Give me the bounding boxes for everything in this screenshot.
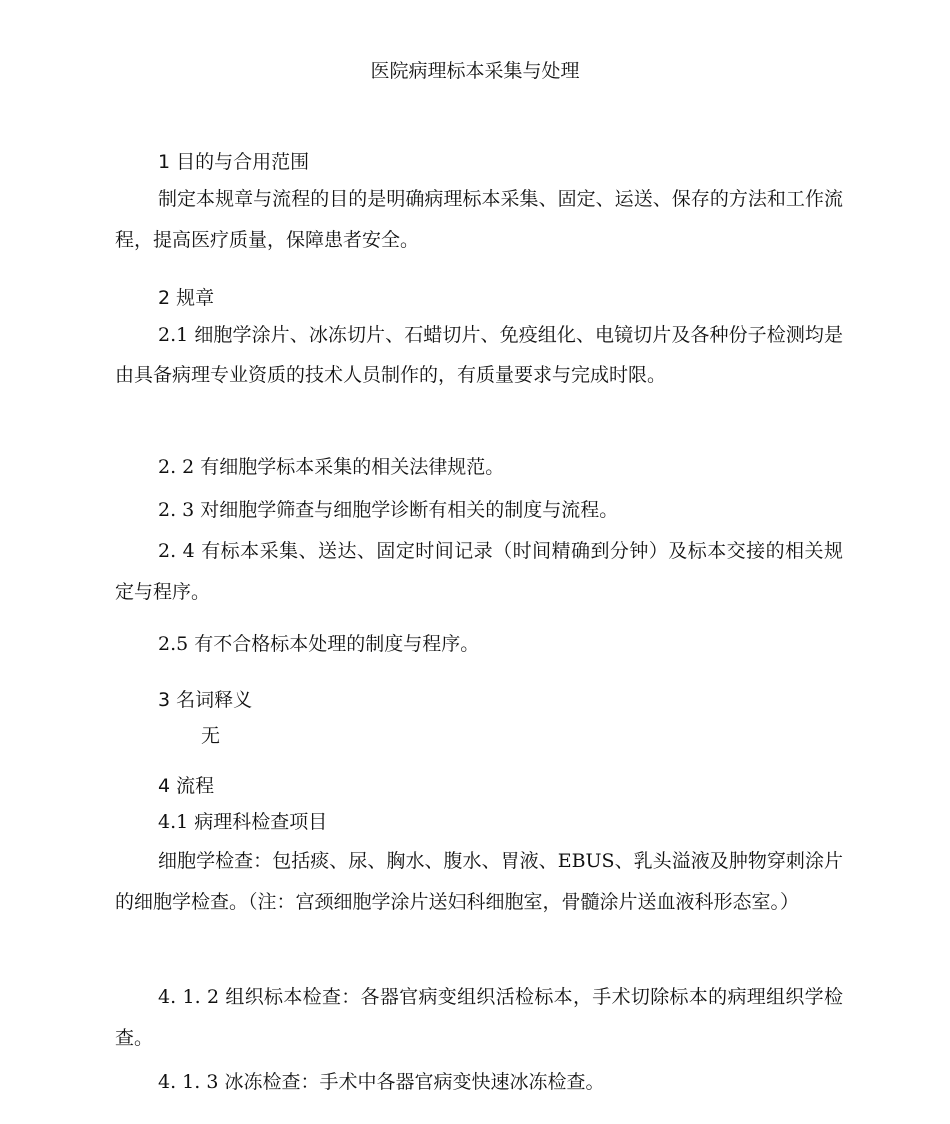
- subheading-4-1: 4.1 病理科检查项目: [158, 811, 328, 833]
- paragraph-frozen-exam: 4. 1. 3 冰冻检查：手术中各器官病变快速冰冻检查。: [158, 1071, 605, 1093]
- section-heading-purpose: 1 目的与合用范围: [158, 151, 310, 173]
- paragraph-tissue-exam: 4. 1. 2 组织标本检查：各器官病变组织活检标本，手术切除标本的病理组织学检查。: [115, 986, 843, 1049]
- paragraph-rule-2-2: 2. 2 有细胞学标本采集的相关法律规范。: [158, 456, 505, 478]
- paragraph-definitions-none: 无: [201, 725, 221, 747]
- paragraph-purpose: 制定本规章与流程的目的是明确病理标本采集、固定、运送、保存的方法和工作流程，提高医疗质量，保障患者安全。: [115, 188, 843, 251]
- section-heading-definitions: 3 名词释义: [158, 689, 253, 711]
- paragraph-rule-2-4: 2. 4 有标本采集、送达、固定时间记录（时间精确到分钟）及标本交接的相关规定与程序。: [115, 540, 843, 603]
- paragraph-rule-2-5: 2.5 有不合格标本处理的制度与程序。: [158, 633, 480, 655]
- section-heading-rules: 2 规章: [158, 287, 215, 309]
- paragraph-rule-2-3: 2. 3 对细胞学筛查与细胞学诊断有相关的制度与流程。: [158, 499, 619, 521]
- document-title: 医院病理标本采集与处理: [370, 60, 580, 82]
- paragraph-rule-2-1: 2.1 细胞学涂片、冰冻切片、石蜡切片、免疫组化、电镜切片及各种份子检测均是由具备病理专业资质的技术人员制作的，有质量要求与完成时限。: [115, 324, 843, 386]
- section-heading-process: 4 流程: [158, 775, 215, 797]
- paragraph-cytology-exam: 细胞学检查：包括痰、尿、胸水、腹水、胃液、EBUS、乳头溢液及肿物穿刺涂片的细胞学检查。（注：宫颈细胞学涂片送妇科细胞室，骨髓涂片送血液科形态室。）: [115, 850, 843, 913]
